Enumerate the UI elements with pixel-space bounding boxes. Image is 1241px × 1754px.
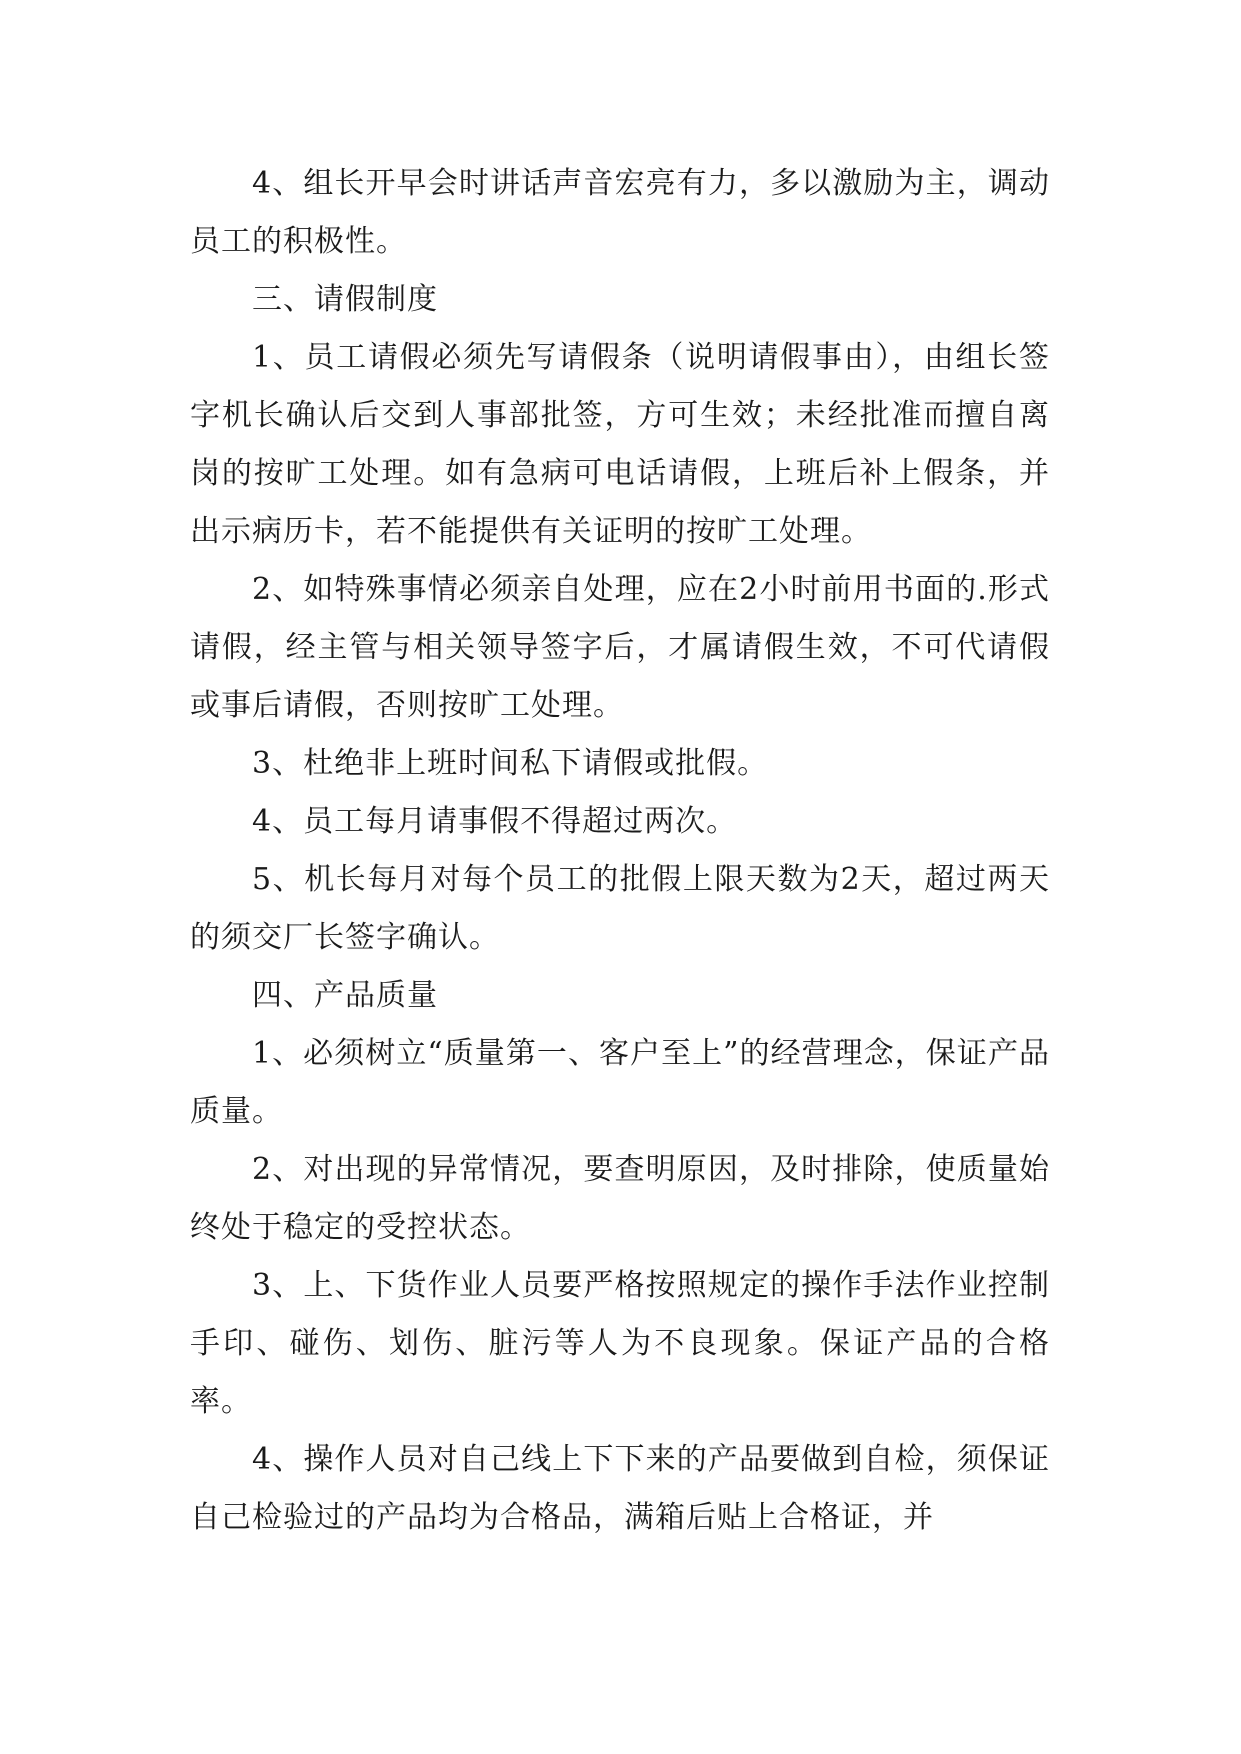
paragraph-approval-limit: 5、机长每月对每个员工的批假上限天数为2天，超过两天的须交厂长签字确认。 [190,862,1050,955]
paragraph-team-meeting: 4、组长开早会时讲话声音宏亮有力，多以激励为主，调动员工的积极性。 [190,166,1050,259]
paragraph-leave-request: 1、员工请假必须先写请假条（说明请假事由），由组长签字机长确认后交到人事部批签，方可生效；未经批准而擅自离岗的按旷工处理。如有急病可电话请假，上班后补上假条，并出示病历卡，若不能提供有关证明的按旷工处理。 [190,340,1050,549]
paragraph-special-matters: 2、如特殊事情必须亲自处理，应在2小时前用书面的.形式请假，经主管与相关领导签字后，才属请假生效，不可代请假或事后请假，否则按旷工处理。 [190,572,1050,723]
paragraph-handling: 3、上、下货作业人员要严格按照规定的操作手法作业控制手印、碰伤、划伤、脏污等人为不良现象。保证产品的合格率。 [190,1268,1050,1419]
paragraph-self-inspection: 4、操作人员对自己线上下下来的产品要做到自检，须保证自己检验过的产品均为合格品，满箱后贴上合格证，并 [190,1442,1050,1535]
section-heading-product-quality: 四、产品质量 [252,978,438,1013]
paragraph-monthly-limit: 4、员工每月请事假不得超过两次。 [252,804,738,839]
document-body [190,155,1050,1547]
paragraph-quality-first: 1、必须树立“质量第一、客户至上”的经营理念，保证产品质量。 [190,1036,1050,1129]
section-heading-leave-policy: 三、请假制度 [252,282,438,317]
paragraph-private-leave: 3、杜绝非上班时间私下请假或批假。 [252,746,769,781]
paragraph-exceptions: 2、对出现的异常情况，要查明原因，及时排除，使质量始终处于稳定的受控状态。 [190,1152,1050,1245]
